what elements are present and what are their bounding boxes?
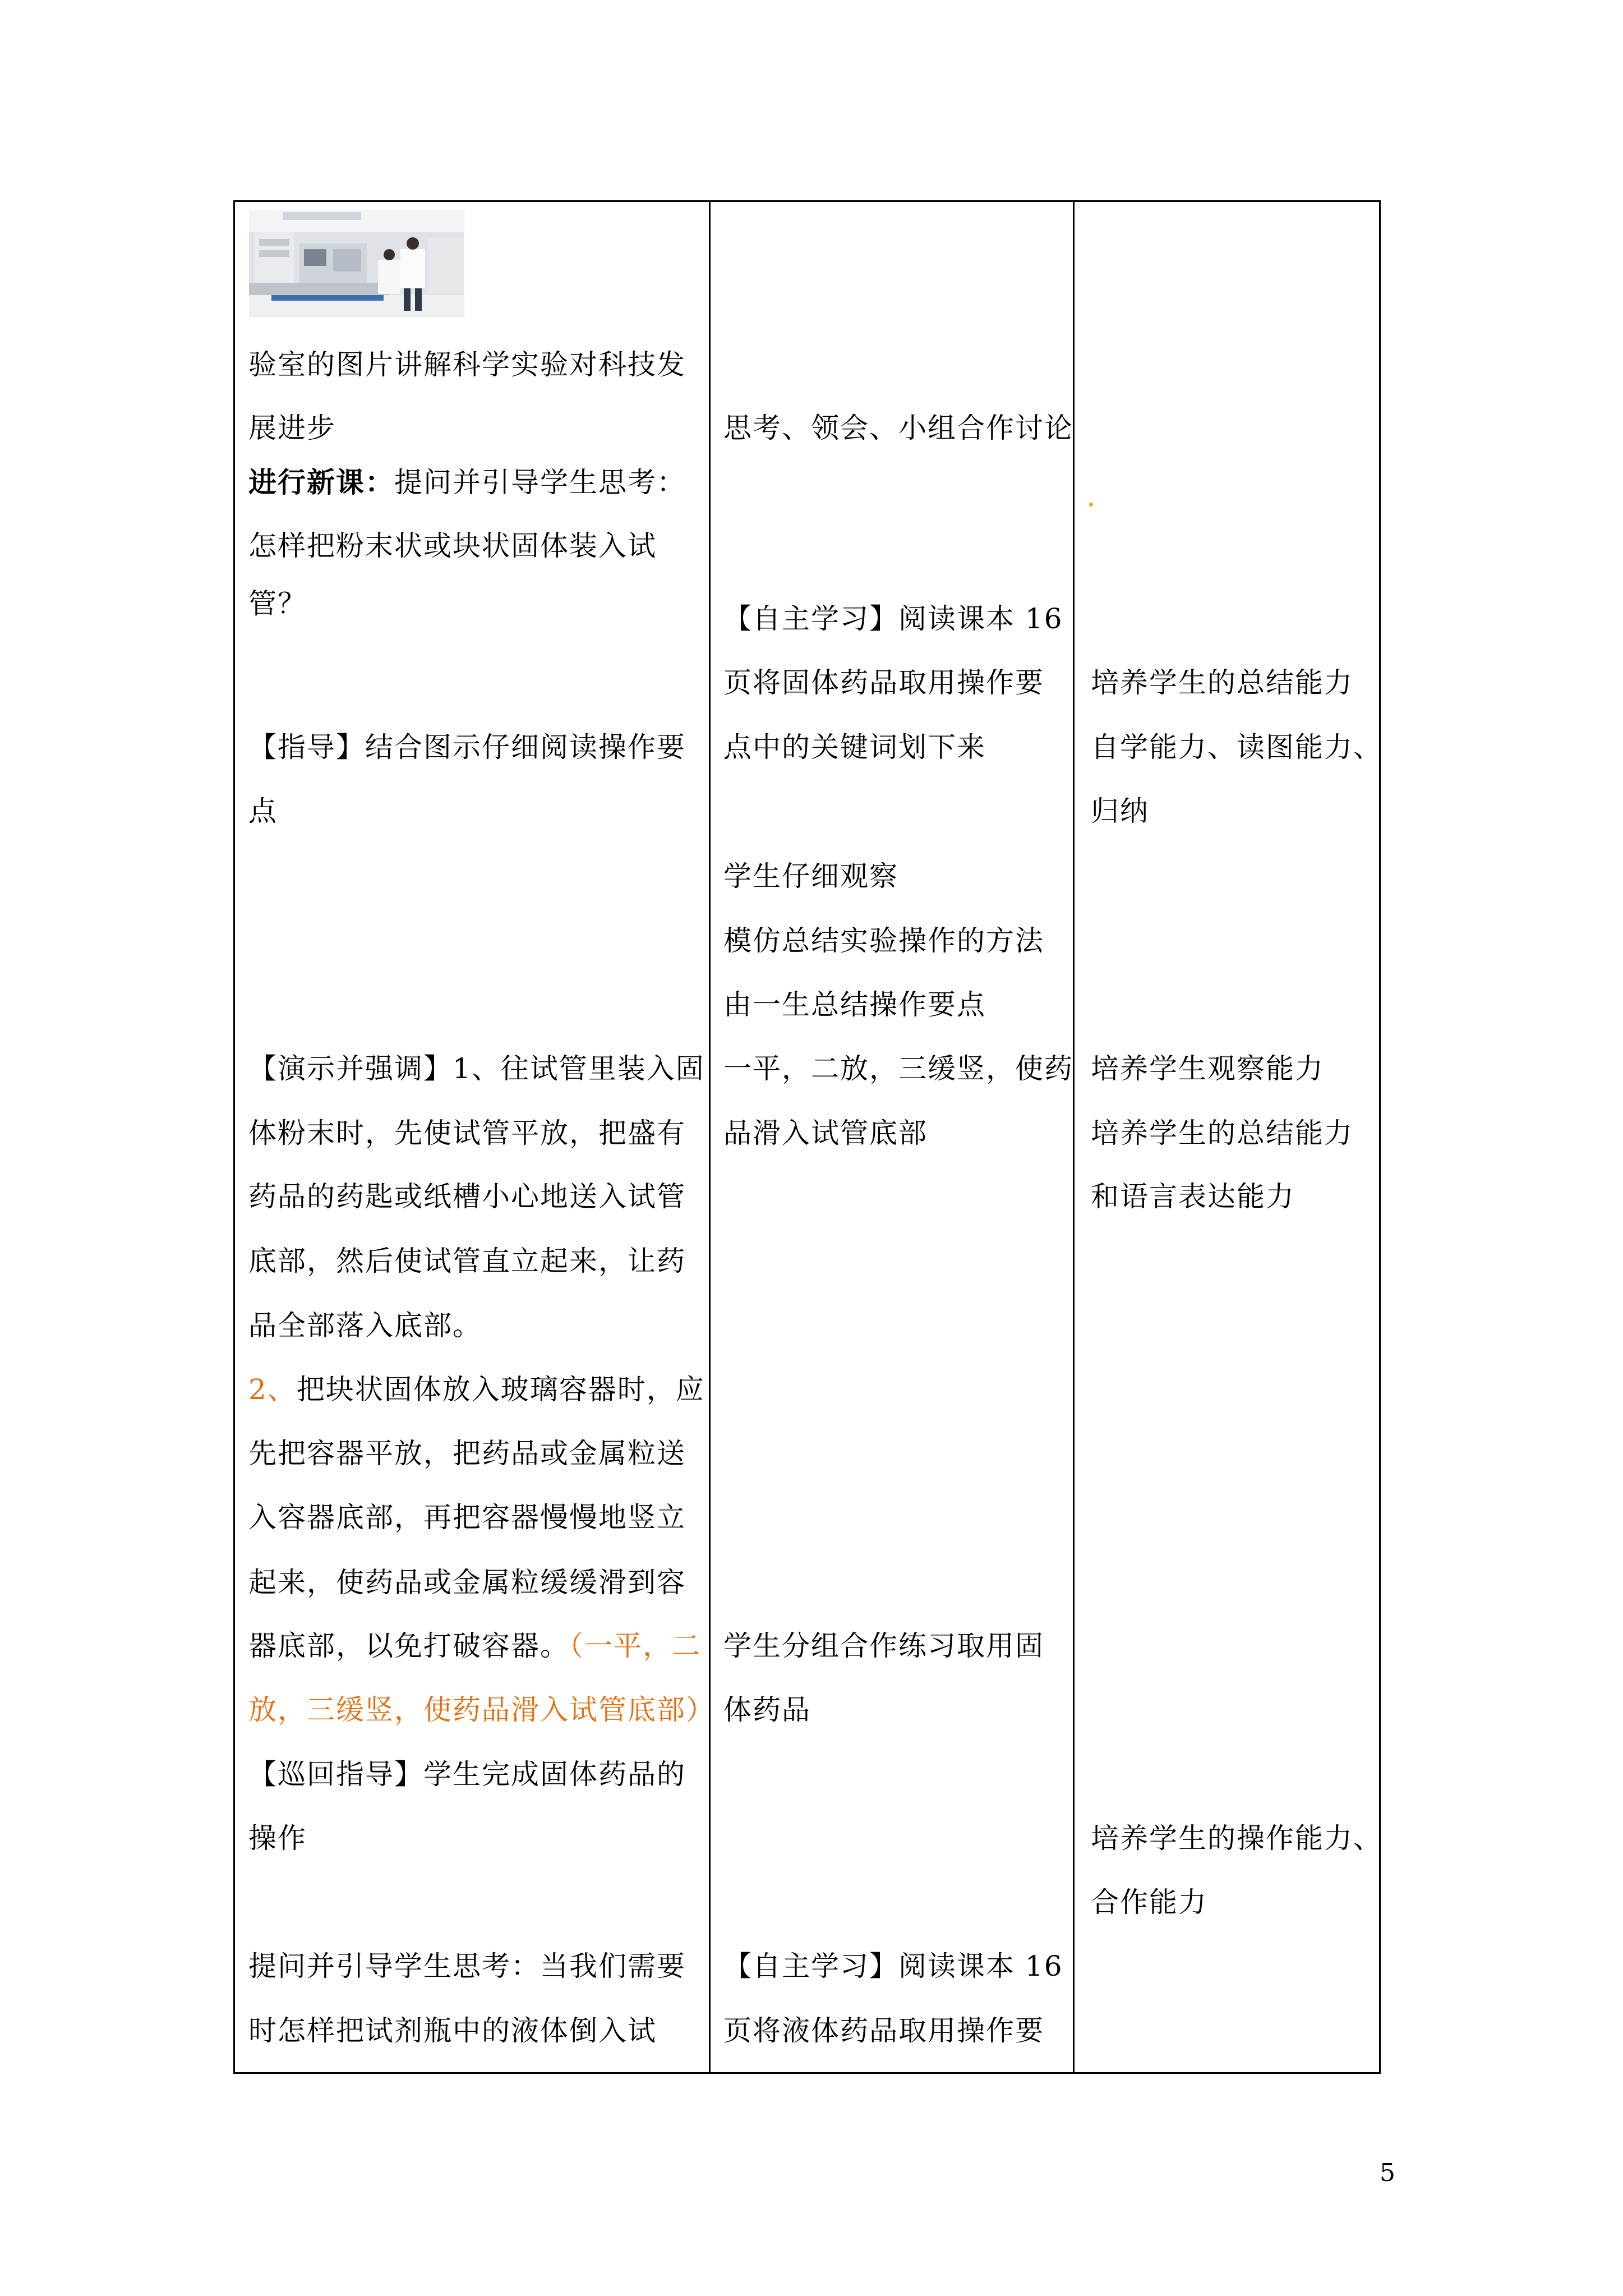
line-text: 底部，然后使试管直立起来，让药 <box>248 1245 686 1277</box>
text-line <box>248 529 657 563</box>
highlight-text: 2、 <box>248 1373 297 1406</box>
line-text: 把块状固体放入玻璃容器时，应 <box>296 1373 705 1406</box>
line-text: 合作能力 <box>1091 1886 1207 1918</box>
line-text: 【自主学习】阅读课本 16 <box>723 602 1063 635</box>
text-line <box>723 666 1044 700</box>
text-line <box>248 1501 686 1534</box>
text-line <box>1091 794 1149 828</box>
line-text: 页将固体药品取用操作要 <box>723 666 1044 699</box>
text-line <box>248 1821 307 1855</box>
line-text: 【巡回指导】学生完成固体药品的 <box>248 1758 686 1791</box>
text-line <box>1091 1885 1207 1919</box>
text-line <box>248 1566 686 1599</box>
line-text: 和语言表达能力 <box>1091 1180 1295 1213</box>
line-text: 培养学生的操作能力、 <box>1091 1822 1382 1855</box>
text-line <box>723 602 1063 636</box>
line-text: 验室的图片讲解科学实验对科技发 <box>248 348 686 381</box>
line-text: 培养学生观察能力 <box>1091 1052 1324 1085</box>
line-text: 模仿总结实验操作的方法 <box>723 924 1044 957</box>
line-text: 品全部落入底部。 <box>248 1309 482 1342</box>
text-line <box>723 988 986 1022</box>
line-text: 培养学生的总结能力 <box>1091 666 1353 699</box>
text-line <box>248 1244 686 1278</box>
table-right-border <box>1379 200 1381 2074</box>
mark-dot <box>1089 503 1093 507</box>
text-line <box>723 1693 811 1727</box>
line-text: 管？ <box>248 587 307 620</box>
text-line <box>248 1180 686 1213</box>
text-line <box>723 924 1044 958</box>
line-text: 体粉末时，先使试管平放，把盛有 <box>248 1117 686 1149</box>
text-line <box>248 1629 701 1663</box>
line-text: 时怎样把试剂瓶中的液体倒入试 <box>248 2014 657 2047</box>
line-text: 自学能力、读图能力、 <box>1091 731 1382 763</box>
column-divider-1 <box>709 200 711 2074</box>
text-line <box>1091 1052 1324 1085</box>
text-line <box>248 1949 686 1983</box>
text-line <box>248 1052 705 1085</box>
text-line <box>248 1309 482 1342</box>
text-line <box>248 466 686 499</box>
text-line <box>723 859 898 893</box>
line-text: 点中的关键词划下来 <box>723 731 986 763</box>
text-line <box>1091 666 1353 700</box>
text-line <box>248 411 336 445</box>
line-text: 归纳 <box>1091 795 1149 827</box>
column-divider-2 <box>1073 200 1075 2074</box>
line-text: 器底部，以免打破容器。 <box>248 1630 569 1662</box>
text-line <box>723 2014 1044 2047</box>
laboratory-photo <box>249 210 464 318</box>
text-line <box>248 730 686 764</box>
line-text: 入容器底部，再把容器慢慢地竖立 <box>248 1501 686 1534</box>
text-line <box>248 348 686 381</box>
line-text: 思考、领会、小组合作讨论 <box>723 412 1073 444</box>
text-line <box>1091 730 1382 764</box>
line-text: 提问并引导学生思考： <box>394 466 686 499</box>
line-text: 操作 <box>248 1822 307 1855</box>
text-line <box>723 1949 1063 1983</box>
text-line <box>248 2014 657 2047</box>
text-line <box>723 1052 1073 1085</box>
text-line <box>723 730 986 764</box>
text-line <box>248 1373 705 1406</box>
line-text: 起来，使药品或金属粒缓缓滑到容 <box>248 1566 686 1599</box>
line-text: 怎样把粉末状或块状固体装入试 <box>248 530 657 562</box>
line-text: 点 <box>248 795 278 827</box>
line-text: 先把容器平放，把药品或金属粒送 <box>248 1437 686 1470</box>
text-line <box>248 1437 686 1470</box>
line-text: 体药品 <box>723 1694 811 1726</box>
table-bottom-border <box>233 2072 1381 2074</box>
text-line <box>248 1693 715 1727</box>
line-text: 【演示并强调】1、往试管里装入固 <box>248 1052 705 1085</box>
line-text: 提问并引导学生思考：当我们需要 <box>248 1950 686 1982</box>
text-line <box>723 1629 1044 1663</box>
line-text: 学生仔细观察 <box>723 860 898 892</box>
line-text: 页将液体药品取用操作要 <box>723 2014 1044 2047</box>
line-text: 【指导】结合图示仔细阅读操作要 <box>248 731 686 763</box>
line-text: 培养学生的总结能力 <box>1091 1117 1353 1149</box>
highlight-text: （一平，二 <box>569 1630 701 1662</box>
text-line <box>248 587 307 620</box>
text-line <box>1091 1180 1295 1213</box>
highlight-text: 放，三缓竖，使药品滑入试管底部） <box>248 1694 715 1726</box>
text-line <box>1091 1116 1353 1150</box>
line-text: 学生分组合作练习取用固 <box>723 1630 1044 1662</box>
line-text: 由一生总结操作要点 <box>723 988 986 1021</box>
text-line <box>723 1116 928 1150</box>
line-text: 药品的药匙或纸槽小心地送入试管 <box>248 1180 686 1213</box>
table-top-border <box>233 200 1381 202</box>
text-line <box>248 1757 686 1791</box>
line-text: 展进步 <box>248 412 336 444</box>
line-text: 【自主学习】阅读课本 16 <box>723 1950 1063 1982</box>
bold-label: 进行新课： <box>248 466 394 499</box>
text-line <box>1091 1821 1382 1855</box>
table-left-border <box>233 200 235 2074</box>
text-line <box>248 1116 686 1150</box>
line-text: 一平，二放，三缓竖，使药 <box>723 1052 1073 1085</box>
text-line <box>248 794 278 828</box>
page-number: 5 <box>1380 2159 1395 2187</box>
text-line <box>723 411 1073 445</box>
line-text: 品滑入试管底部 <box>723 1117 928 1149</box>
